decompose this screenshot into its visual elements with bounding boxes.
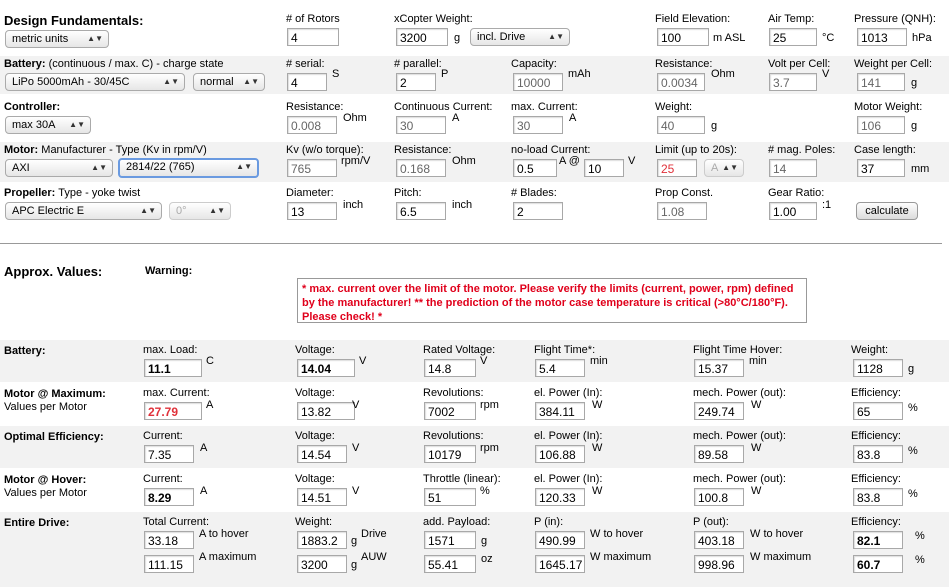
payload-oz-output: 55.41 [424, 555, 476, 573]
rated-voltage-label: Rated Voltage: [423, 344, 496, 356]
opt-pout-label: mech. Power (out): [693, 430, 786, 442]
total-current-hover-unit: A to hover [199, 528, 249, 540]
drive-pin-label: P (in): [534, 516, 564, 528]
drive-eff-hover-output: 82.1 [853, 531, 903, 549]
max-current-label: max. Current: [511, 101, 578, 113]
drive-pout-label: P (out): [693, 516, 729, 528]
max-current-unit: A [569, 112, 577, 124]
total-current-max-unit: A maximum [199, 551, 257, 563]
max-pout-output: 249.74 [694, 402, 744, 420]
temp-input[interactable]: 25 [769, 28, 817, 46]
max-eff-output: 65 [853, 402, 903, 420]
max-pin-unit: W [592, 399, 603, 411]
res-battery-weight-unit: g [908, 363, 915, 375]
max-rev-unit: rpm [480, 399, 499, 411]
limit-label: Limit (up to 20s): [655, 144, 737, 156]
parallel-label: # parallel: [394, 58, 442, 70]
hover-pout-unit: W [751, 485, 762, 497]
max-current-res-label: max. Current: [143, 387, 210, 399]
drive-pout-max-output: 998.96 [694, 555, 744, 573]
battery-type-select[interactable]: LiPo 5000mAh - 30/45C ▲▼ [5, 73, 185, 91]
opt-pin-label: el. Power (In): [534, 430, 603, 442]
controller-resistance-unit: Ohm [343, 112, 367, 124]
flight-time-label: Flight Time*: [534, 344, 596, 356]
pitch-input[interactable]: 6.5 [396, 202, 446, 220]
weight-per-cell-label: Weight per Cell: [854, 58, 933, 70]
payload-g-unit: g [481, 535, 488, 547]
res-max-title: Motor @ Maximum: [4, 388, 106, 400]
opt-voltage-label: Voltage: [295, 430, 335, 442]
max-load-label: max. Load: [143, 344, 198, 356]
max-pin-output: 384.11 [535, 402, 585, 420]
payload-oz-unit: oz [481, 553, 493, 565]
poles-input[interactable]: 14 [769, 159, 817, 177]
gear-ratio-unit: :1 [822, 199, 832, 211]
kv-input[interactable]: 765 [287, 159, 337, 177]
rated-voltage-output: 14.8 [424, 359, 476, 377]
diameter-unit: inch [343, 199, 364, 211]
drive-weight-label: Weight: [295, 516, 333, 528]
res-drive-title: Entire Drive: [4, 517, 70, 529]
flight-time-output: 5.4 [535, 359, 585, 377]
hover-current-output: 8.29 [144, 488, 194, 506]
max-pout-label: mech. Power (out): [693, 387, 786, 399]
opt-current-label: Current: [143, 430, 183, 442]
diameter-label: Diameter: [286, 187, 334, 199]
battery-resistance-input[interactable]: 0.0034 [657, 73, 705, 91]
motor-weight-unit: g [911, 120, 918, 132]
motor-resistance-label: Resistance: [394, 144, 452, 156]
motor-manufacturer-select[interactable]: AXI ▲▼ [5, 159, 113, 177]
weight-label: xCopter Weight: [394, 13, 473, 25]
elevation-unit: m ASL [713, 32, 746, 44]
parallel-unit: P [441, 68, 449, 80]
throttle-label: Throttle (linear): [423, 473, 501, 485]
drive-eff-hover-unit: % [915, 530, 925, 542]
hover-time-unit: min [749, 355, 767, 367]
warning-label: Warning: [145, 265, 193, 277]
controller-resistance-input[interactable]: 0.008 [287, 116, 337, 134]
res-voltage-unit: V [359, 355, 367, 367]
diameter-input[interactable]: 13 [287, 202, 337, 220]
parallel-input[interactable]: 2 [396, 73, 436, 91]
res-battery-weight-label: Weight: [851, 344, 889, 356]
opt-rev-unit: rpm [480, 442, 499, 454]
warning-textarea[interactable]: * max. current over the limit of the motor. Please verify the limits (current, power, rpm) defined by the manufacturer! ** the prediction of the motor case temperature is critical (>80°C/180°F). Please check! * [297, 278, 807, 323]
units-select[interactable]: metric units ▲▼ [5, 30, 109, 48]
res-voltage-label: Voltage: [295, 344, 335, 356]
auw-weight-tag: AUW [361, 551, 387, 563]
continuous-current-unit: A [452, 112, 460, 124]
max-pout-unit: W [751, 399, 762, 411]
res-battery-title: Battery: [4, 345, 46, 357]
elevation-input[interactable]: 100 [657, 28, 709, 46]
opt-eff-label: Efficiency: [851, 430, 901, 442]
prop-const-label: Prop Const. [655, 187, 714, 199]
kv-unit: rpm/V [341, 155, 371, 167]
volt-per-cell-label: Volt per Cell: [768, 58, 831, 70]
total-current-label: Total Current: [143, 516, 210, 528]
motor-title: Motor: Manufacturer - Type (Kv in rpm/V) [4, 144, 207, 156]
limit-input[interactable]: 25 [657, 159, 697, 177]
max-rev-output: 7002 [424, 402, 476, 420]
max-load-unit: C [206, 355, 214, 367]
continuous-current-input[interactable]: 30 [396, 116, 446, 134]
hover-pin-output: 120.33 [535, 488, 585, 506]
res-voltage-output: 14.04 [297, 359, 355, 377]
drive-eff-max-output: 60.7 [853, 555, 903, 573]
weight-input[interactable]: 3200 [396, 28, 448, 46]
battery-resistance-label: Resistance: [655, 58, 713, 70]
hover-pout-output: 100.8 [694, 488, 744, 506]
throttle-output: 51 [424, 488, 476, 506]
opt-pout-unit: W [751, 442, 762, 454]
capacity-unit: mAh [568, 68, 591, 80]
res-hover-subtitle: Values per Motor [4, 487, 87, 499]
section-divider [0, 243, 942, 244]
capacity-input[interactable]: 10000 [513, 73, 563, 91]
pressure-unit: hPa [912, 32, 932, 44]
elevation-label: Field Elevation: [655, 13, 731, 25]
opt-pin-output: 106.88 [535, 445, 585, 463]
max-current-res-unit: A [206, 399, 214, 411]
rated-voltage-unit: V [480, 355, 488, 367]
rotors-label: # of Rotors [286, 13, 340, 25]
opt-pin-unit: W [592, 442, 603, 454]
propeller-title: Propeller: Type - yoke twist [4, 187, 141, 199]
payload-label: add. Payload: [423, 516, 491, 528]
approx-title: Approx. Values: [4, 264, 103, 279]
hover-time-label: Flight Time Hover: [693, 344, 783, 356]
poles-label: # mag. Poles: [768, 144, 836, 156]
calculate-button[interactable]: calculate [856, 202, 918, 220]
battery-title: Battery: (continuous / max. C) - charge state [4, 58, 224, 70]
res-hover-title: Motor @ Hover: [4, 474, 87, 486]
weight-per-cell-unit: g [911, 77, 918, 89]
prop-const-input[interactable]: 1.08 [657, 202, 707, 220]
controller-weight-label: Weight: [655, 101, 693, 113]
controller-select[interactable]: max 30A ▲▼ [5, 116, 91, 134]
res-battery-weight-output: 1128 [853, 359, 903, 377]
case-length-input[interactable]: 37 [857, 159, 905, 177]
opt-current-output: 7.35 [144, 445, 194, 463]
motor-resistance-input[interactable]: 0.168 [396, 159, 446, 177]
controller-resistance-label: Resistance: [286, 101, 344, 113]
hover-current-unit: A [200, 485, 208, 497]
max-pin-label: el. Power (In): [534, 387, 603, 399]
hover-eff-unit: % [908, 488, 918, 500]
hover-pin-unit: W [592, 485, 603, 497]
gear-ratio-input[interactable]: 1.00 [769, 202, 817, 220]
pitch-label: Pitch: [394, 187, 422, 199]
flight-time-unit: min [590, 355, 608, 367]
max-load-output: 11.1 [144, 359, 202, 377]
max-rev-label: Revolutions: [423, 387, 484, 399]
opt-voltage-output: 14.54 [297, 445, 347, 463]
opt-current-unit: A [200, 442, 208, 454]
capacity-label: Capacity: [511, 58, 557, 70]
drive-eff-label: Efficiency: [851, 516, 901, 528]
motor-weight-label: Motor Weight: [854, 101, 923, 113]
controller-weight-input[interactable]: 40 [657, 116, 705, 134]
hover-eff-label: Efficiency: [851, 473, 901, 485]
total-current-hover-output: 33.18 [144, 531, 194, 549]
case-length-label: Case length: [854, 144, 916, 156]
hover-current-label: Current: [143, 473, 183, 485]
noload-label: no-load Current: [511, 144, 591, 156]
hover-voltage-label: Voltage: [295, 473, 335, 485]
pitch-unit: inch [452, 199, 473, 211]
blades-input[interactable]: 2 [513, 202, 563, 220]
res-opt-title: Optimal Efficiency: [4, 431, 104, 443]
serial-unit: S [332, 68, 340, 80]
motor-resistance-unit: Ohm [452, 155, 476, 167]
continuous-current-label: Continuous Current: [394, 101, 493, 113]
max-current-res-output: 27.79 [144, 402, 202, 420]
serial-label: # serial: [286, 58, 325, 70]
auw-weight-output: 3200 [297, 555, 347, 573]
noload-current-input[interactable]: 0.5 [513, 159, 557, 177]
weight-unit: g [454, 32, 461, 44]
gear-ratio-label: Gear Ratio: [768, 187, 825, 199]
max-voltage-label: Voltage: [295, 387, 335, 399]
max-eff-label: Efficiency: [851, 387, 901, 399]
drive-weight-unit: g [351, 535, 358, 547]
drive-weight-tag: Drive [361, 528, 387, 540]
temp-unit: °C [822, 32, 835, 44]
motor-weight-input[interactable]: 106 [857, 116, 905, 134]
weight-mode-select[interactable]: incl. Drive ▲▼ [470, 28, 570, 46]
weight-per-cell-input[interactable]: 141 [857, 73, 905, 91]
drive-pout-hover-output: 403.18 [694, 531, 744, 549]
hover-time-output: 15.37 [694, 359, 744, 377]
yoke-twist-select[interactable]: 0° ▲▼ [169, 202, 231, 220]
limit-unit-select[interactable]: A ▲▼ [704, 159, 744, 177]
drive-pout-max-unit: W maximum [750, 551, 812, 563]
opt-eff-unit: % [908, 445, 918, 457]
opt-pout-output: 89.58 [694, 445, 744, 463]
opt-rev-label: Revolutions: [423, 430, 484, 442]
throttle-unit: % [480, 485, 490, 497]
total-current-max-output: 111.15 [144, 555, 194, 573]
res-max-subtitle: Values per Motor [4, 401, 87, 413]
motor-type-select[interactable]: 2814/22 (765) ▲▼ [118, 158, 259, 178]
noload-at-label: A @ [559, 155, 580, 167]
opt-rev-output: 10179 [424, 445, 476, 463]
rotors-input[interactable]: 4 [287, 28, 339, 46]
drive-pin-max-output: 1645.17 [535, 555, 585, 573]
noload-voltage-input[interactable]: 10 [584, 159, 624, 177]
drive-pout-hover-unit: W to hover [750, 528, 804, 540]
max-current-input[interactable]: 30 [513, 116, 563, 134]
propeller-type-select[interactable]: APC Electric E ▲▼ [5, 202, 162, 220]
serial-input[interactable]: 4 [287, 73, 327, 91]
pressure-label: Pressure (QNH): [854, 13, 936, 25]
battery-state-select[interactable]: normal ▲▼ [193, 73, 265, 91]
hover-pout-label: mech. Power (out): [693, 473, 786, 485]
kv-label: Kv (w/o torque): [286, 144, 364, 156]
hover-voltage-output: 14.51 [297, 488, 347, 506]
temp-label: Air Temp: [768, 13, 815, 25]
auw-weight-unit: g [351, 559, 358, 571]
design-title: Design Fundamentals: [4, 13, 144, 28]
drive-pin-hover-output: 490.99 [535, 531, 585, 549]
noload-voltage-unit: V [628, 155, 636, 167]
volt-per-cell-input[interactable]: 3.7 [769, 73, 817, 91]
drive-eff-max-unit: % [915, 554, 925, 566]
hover-voltage-unit: V [352, 485, 360, 497]
battery-resistance-unit: Ohm [711, 68, 735, 80]
payload-g-output: 1571 [424, 531, 476, 549]
hover-eff-output: 83.8 [853, 488, 903, 506]
drive-weight-output: 1883.2 [297, 531, 347, 549]
drive-pin-hover-unit: W to hover [590, 528, 644, 540]
drive-pin-max-unit: W maximum [590, 551, 652, 563]
opt-eff-output: 83.8 [853, 445, 903, 463]
case-length-unit: mm [911, 163, 930, 175]
max-voltage-unit: V [352, 399, 360, 411]
blades-label: # Blades: [511, 187, 557, 199]
opt-voltage-unit: V [352, 442, 360, 454]
max-voltage-output: 13.82 [297, 402, 355, 420]
max-eff-unit: % [908, 402, 918, 414]
controller-weight-unit: g [711, 120, 718, 132]
controller-title: Controller: [4, 101, 61, 113]
volt-per-cell-unit: V [822, 68, 830, 80]
pressure-input[interactable]: 1013 [857, 28, 907, 46]
hover-pin-label: el. Power (In): [534, 473, 603, 485]
